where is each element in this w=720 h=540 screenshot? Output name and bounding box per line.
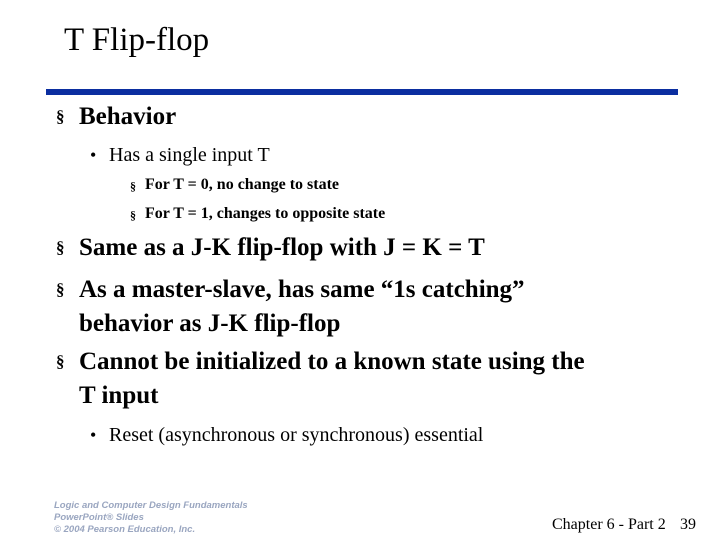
logo-line-1: Logic and Computer Design Fundamentals [54, 500, 248, 511]
slide-title: T Flip-flop [64, 22, 210, 58]
bullet-marker: § [56, 280, 65, 299]
bullet-cannot-init-text-line1: Cannot be initialized to a known state using the [79, 348, 585, 375]
bullet-behavior-text: Behavior [79, 103, 177, 130]
logo-line-3: © 2004 Pearson Education, Inc. [54, 524, 196, 535]
bullet-cannot-init-text-line2: T input [79, 382, 159, 409]
bullet-t0-text: For T = 0, no change to state [145, 176, 340, 193]
bullet-marker: § [130, 179, 136, 193]
logo-line-2: PowerPoint® Slides [54, 512, 144, 523]
bullet-t1-text: For T = 1, changes to opposite state [145, 205, 386, 222]
publisher-logo [54, 500, 248, 536]
bullet-marker: § [56, 107, 65, 126]
bullet-marker: § [56, 238, 65, 257]
bullet-reset-text: Reset (asynchronous or synchronous) essential [109, 424, 484, 446]
chapter-label: Chapter 6 - Part 2 [552, 516, 666, 533]
bullet-marker: • [90, 425, 97, 445]
title-underline-rule [46, 89, 678, 95]
bullet-master-slave-text-line1: As a master-slave, has same “1s catching” [79, 276, 525, 303]
bullet-marker: § [130, 208, 136, 222]
bullet-single-input-text: Has a single input T [109, 144, 270, 166]
bullet-master-slave-text-line2: behavior as J-K flip-flop [79, 310, 341, 337]
bullet-marker: § [56, 352, 65, 371]
bullet-same-as-jk-text: Same as a J-K flip-flop with J = K = T [79, 234, 485, 261]
bullet-marker: • [90, 145, 97, 165]
page-number: 39 [680, 516, 696, 533]
